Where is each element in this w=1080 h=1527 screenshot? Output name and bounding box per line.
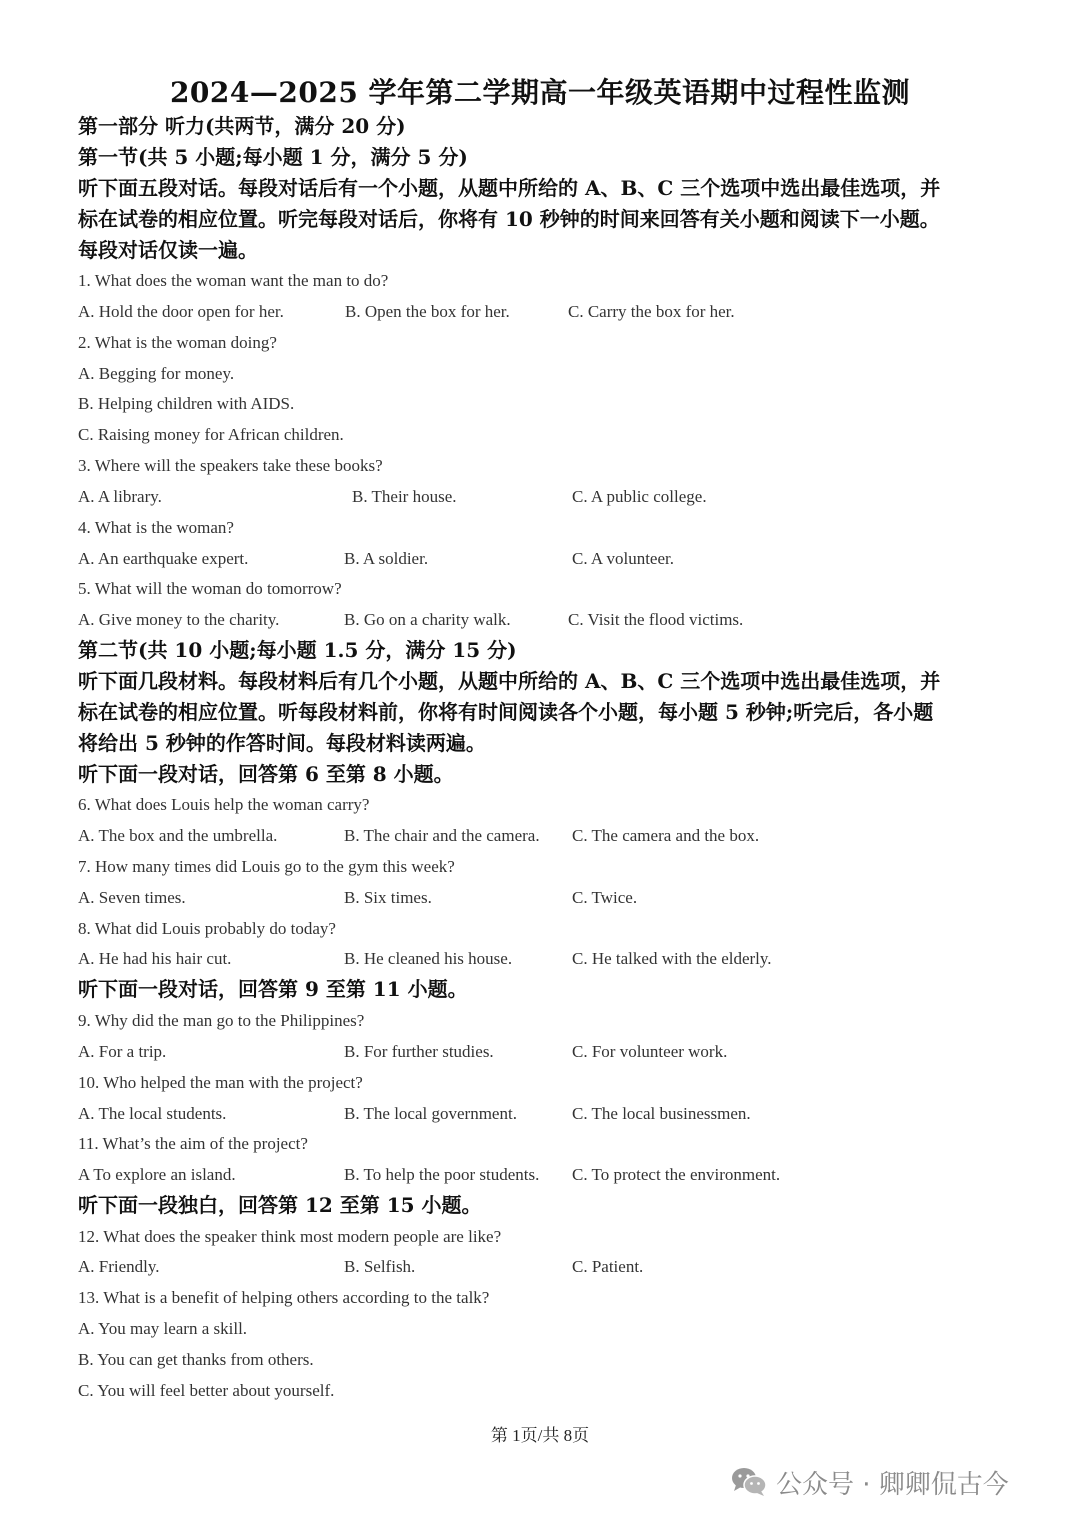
question-stem: 6. What does Louis help the woman carry?	[78, 795, 370, 814]
question-stem: 3. Where will the speakers take these books?	[78, 456, 383, 475]
group-heading: 听下面一段对话，回答第 6 至第 8 小题。	[78, 762, 454, 786]
option-b: B. Six times.	[344, 888, 432, 907]
option-b: B. Helping children with AIDS.	[78, 394, 295, 413]
question-stem: 13. What is a benefit of helping others according to the talk?	[78, 1288, 490, 1307]
option-c: C. Twice.	[572, 888, 638, 907]
option-b: B. The chair and the camera.	[344, 826, 540, 845]
question-stem: 4. What is the woman?	[78, 518, 234, 537]
option-a: A. Seven times.	[78, 888, 186, 907]
question-stem: 7. How many times did Louis go to the gym this week?	[78, 857, 455, 876]
option-a: A. Friendly.	[78, 1257, 160, 1276]
option-c: C. Visit the flood victims.	[568, 610, 744, 629]
section2-instruction-line: 听下面几段材料。每段材料后有几个小题，从题中所给的 A、B、C 三个选项中选出最佳选项，并	[78, 669, 941, 693]
page-footer: 第 1页/共 8页	[490, 1426, 590, 1445]
option-b: B. He cleaned his house.	[344, 949, 513, 968]
option-c: C. The local businessmen.	[572, 1104, 751, 1123]
group-heading: 听下面一段对话，回答第 9 至第 11 小题。	[78, 977, 468, 1001]
section1-instruction-line: 标在试卷的相应位置。听完每段对话后，你将有 10 秒钟的时间来回答有关小题和阅读下一小题。	[78, 207, 940, 231]
question-stem: 1. What does the woman want the man to do?	[78, 271, 389, 290]
option-c: C. To protect the environment.	[572, 1165, 781, 1184]
question-stem: 12. What does the speaker think most modern people are like?	[78, 1227, 502, 1246]
question-stem: 11. What’s the aim of the project?	[78, 1134, 308, 1153]
option-c: C. He talked with the elderly.	[572, 949, 772, 968]
option-b: B. Open the box for her.	[345, 302, 510, 321]
option-b: B. Their house.	[352, 487, 457, 506]
question-stem: 5. What will the woman do tomorrow?	[78, 579, 342, 598]
option-c: C. The camera and the box.	[572, 826, 760, 845]
section2-heading: 第二节(共 10 小题;每小题 1.5 分，满分 15 分)	[78, 638, 517, 662]
part1-heading: 第一部分 听力(共两节，满分 20 分)	[78, 114, 406, 138]
option-b: B. To help the poor students.	[344, 1165, 540, 1184]
watermark	[730, 1462, 1009, 1502]
section1-heading: 第一节(共 5 小题;每小题 1 分，满分 5 分)	[78, 145, 468, 169]
question-stem: 2. What is the woman doing?	[78, 333, 277, 352]
option-b: B. A soldier.	[344, 549, 429, 568]
question-stem: 8. What did Louis probably do today?	[78, 919, 336, 938]
option-a: A. You may learn a skill.	[78, 1319, 248, 1338]
option-a: A. A library.	[78, 487, 162, 506]
question-stem: 9. Why did the man go to the Philippines?	[78, 1011, 365, 1030]
watermark-text: 公众号 · 卿卿侃古今	[776, 1469, 1009, 1500]
section1-instruction-line: 每段对话仅读一遍。	[78, 238, 258, 262]
option-a: A. For a trip.	[78, 1042, 167, 1061]
option-c: C. A public college.	[572, 487, 707, 506]
option-a: A. He had his hair cut.	[78, 949, 232, 968]
option-b: B. For further studies.	[344, 1042, 494, 1061]
option-c: C. For volunteer work.	[572, 1042, 728, 1061]
option-a: A. Hold the door open for her.	[78, 302, 284, 321]
question-stem: 10. Who helped the man with the project?	[78, 1073, 363, 1092]
option-a: A. An earthquake expert.	[78, 549, 249, 568]
option-b: B. The local government.	[344, 1104, 517, 1123]
option-a: A. Give money to the charity.	[78, 610, 280, 629]
option-c: C. Patient.	[572, 1257, 644, 1276]
section2-instruction-line: 标在试卷的相应位置。听每段材料前，你将有时间阅读各个小题，每小题 5 秒钟;听完后，各小题	[78, 700, 934, 724]
exam-title: 2024—2025 学年第二学期高一年级英语期中过程性监测	[169, 76, 911, 109]
section2-instruction-line: 将给出 5 秒钟的作答时间。每段材料读两遍。	[78, 731, 486, 755]
option-c: C. Carry the box for her.	[568, 302, 735, 321]
option-a: A. The box and the umbrella.	[78, 826, 278, 845]
option-a: A. The local students.	[78, 1104, 227, 1123]
option-b: B. Go on a charity walk.	[344, 610, 511, 629]
option-b: B. Selfish.	[344, 1257, 416, 1276]
option-a: A. Begging for money.	[78, 364, 235, 383]
option-c: C. You will feel better about yourself.	[78, 1381, 335, 1400]
option-c: C. A volunteer.	[572, 549, 674, 568]
option-a: A To explore an island.	[78, 1165, 236, 1184]
wechat-icon	[730, 1465, 768, 1499]
option-c: C. Raising money for African children.	[78, 425, 344, 444]
option-b: B. You can get thanks from others.	[78, 1350, 314, 1369]
section1-instruction-line: 听下面五段对话。每段对话后有一个小题，从题中所给的 A、B、C 三个选项中选出最佳选项，并	[78, 176, 941, 200]
group-heading: 听下面一段独白，回答第 12 至第 15 小题。	[78, 1193, 482, 1217]
